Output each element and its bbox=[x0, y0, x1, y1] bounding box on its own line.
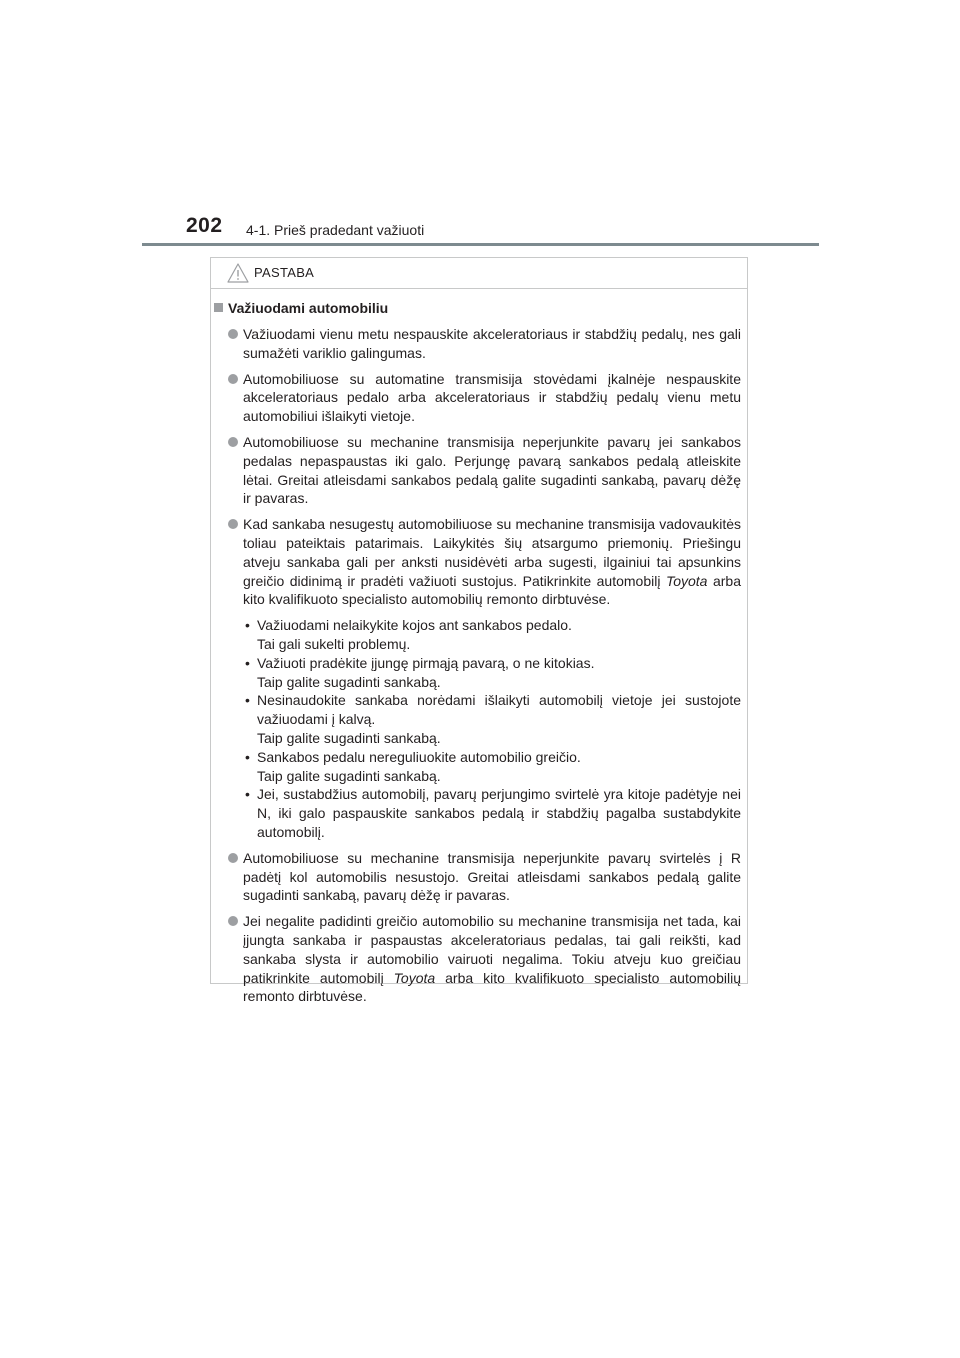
sub-list-item: • Važiuodami nelaikykite kojos ant sankabos pedalo. bbox=[245, 617, 572, 634]
square-bullet-icon bbox=[214, 303, 223, 312]
list-item-text: Automobiliuose su mechanine transmisija neperjunkite pavarų jei sankabos pedalas nepaspaustas iki galo. Perjungę pavarą sankabos pedalą atleiskite lėtai. Greitai atleisdami sankabos pedalą galite sugadinti sankabą, pavarų dėžę ir pavaras. bbox=[243, 433, 741, 507]
circle-bullet-icon bbox=[228, 519, 238, 529]
section-title: 4-1. Prieš pradedant važiuoti bbox=[246, 222, 425, 238]
caution-box bbox=[210, 257, 748, 1005]
sub-list-item: • Nesinaudokite sankaba norėdami išlaikyti automobilį vietoje jei sustojote važiuodami į kalvą. bbox=[245, 692, 741, 728]
circle-bullet-icon bbox=[228, 916, 238, 926]
list-item-text: Automobiliuose su mechanine transmisija neperjunkite pavarų svirtelės į R padėtį kol automobilis nesustojo. Greitai atleisdami sankabos pedalą galite sugadinti sankabą, pavarų dėžę ir pavaras. bbox=[243, 849, 741, 904]
circle-bullet-icon bbox=[228, 329, 238, 339]
sub-list-note: Tai gali sukelti problemų. bbox=[257, 635, 411, 652]
list-item bbox=[211, 849, 747, 905]
list-item bbox=[211, 912, 747, 1006]
caution-content bbox=[211, 298, 747, 1006]
sub-list-note: Taip galite sugadinti sankabą. bbox=[257, 767, 441, 784]
bullet-icon: • bbox=[245, 654, 250, 671]
subheading-text: Važiuodami automobiliu bbox=[228, 300, 389, 316]
list-item-text: Važiuodami vienu metu nespauskite akceleratoriaus ir stabdžių pedalų, nes gali sumažėti variklio galingumas. bbox=[243, 326, 741, 361]
list-item bbox=[211, 515, 747, 609]
bullet-icon: • bbox=[245, 617, 250, 634]
list-item bbox=[211, 325, 747, 363]
page-header bbox=[0, 0, 960, 250]
list-item bbox=[211, 370, 747, 426]
bullet-icon: • bbox=[245, 692, 250, 709]
sub-list-note: Taip galite sugadinti sankabą. bbox=[257, 673, 441, 690]
sub-list-note: Taip galite sugadinti sankabą. bbox=[257, 729, 441, 746]
page-number: 202 bbox=[186, 214, 223, 237]
header-divider bbox=[142, 243, 819, 246]
circle-bullet-icon bbox=[228, 437, 238, 447]
warning-triangle-icon bbox=[227, 263, 249, 283]
sub-list-item: • Sankabos pedalu nereguliuokite automobilio greičio. bbox=[245, 748, 581, 765]
list-item bbox=[211, 433, 747, 508]
clutch-tips-list bbox=[211, 616, 747, 842]
sub-list-item: • Važiuoti pradėkite įjungę pirmąją pavarą, o ne kitokias. bbox=[245, 654, 595, 671]
caution-header bbox=[211, 258, 747, 289]
list-item-text: Jei negalite padidinti greičio automobilio su mechanine transmisija net tada, kai įjungta sankaba ir paspaustas akceleratoriaus pedalas, tai gali reikšti, kad sankaba slysta ir automobilio vairuoti negalima. Tokiu atveju kuo greičiau patikrinkite automobilį Toyota arba kito kvalifikuoto specialisto automobilių remonto dirbtuvėse. bbox=[243, 913, 741, 1005]
caution-label: PASTABA bbox=[254, 265, 315, 280]
caution-subheading bbox=[211, 298, 747, 318]
brand-name: Toyota bbox=[665, 572, 708, 589]
circle-bullet-icon bbox=[228, 374, 238, 384]
list-item-text: Kad sankaba nesugestų automobiliuose su mechanine transmisija vadovaukitės toliau pateiktais patarimais. Laikykitės šių atsargumo priemonių. Priešingu atveju sankaba gali per anksti nusidėvėti arba sugesti, ilgainiui tai apsunkins greičio didinimą ir pradėti važiuoti sustojus. Patikrinkite automobilį Toyota arba kito kvalifikuoto specialisto automobilių remonto dirbtuvėse. bbox=[243, 516, 741, 608]
sub-list-item: • Jei, sustabdžius automobilį, pavarų perjungimo svirtelė yra kitoje padėtyje nei N, iki galo paspauskite sankabos pedalą ir stabdžių pagalba sustabdykite automobilį. bbox=[245, 786, 741, 840]
circle-bullet-icon bbox=[228, 853, 238, 863]
bullet-icon: • bbox=[245, 786, 250, 803]
list-item-text: Automobiliuose su automatine transmisija stovėdami įkalnėje nespauskite akceleratoriaus pedalo arba akceleratoriaus ir stabdžių pedalų vienu metu automobiliui išlaikyti vietoje. bbox=[243, 370, 741, 425]
bullet-icon: • bbox=[245, 748, 250, 765]
brand-name: Toyota bbox=[393, 969, 436, 986]
